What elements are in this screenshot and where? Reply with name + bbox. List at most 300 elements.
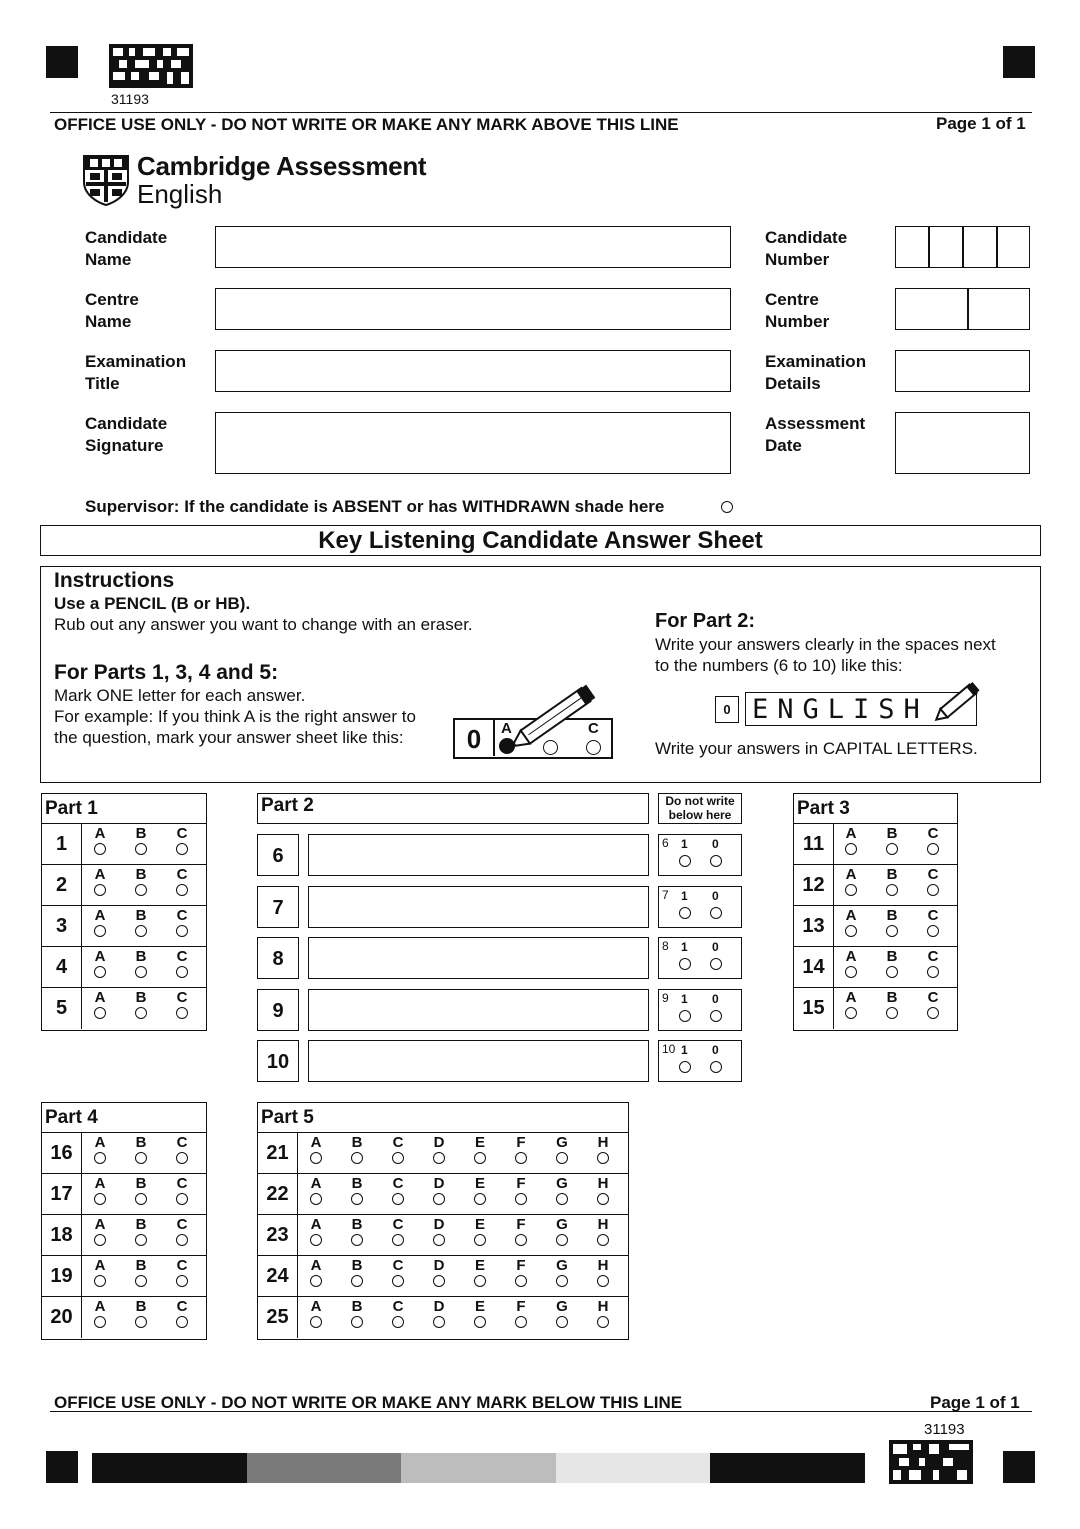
answer-bubble[interactable] xyxy=(433,1193,445,1205)
label-candidate-number: Candidate Number xyxy=(765,228,848,269)
option-f-q23[interactable] xyxy=(511,1217,531,1251)
answer-bubble[interactable] xyxy=(94,884,106,896)
question-number: 15 xyxy=(794,988,834,1029)
option-c-q16[interactable] xyxy=(172,1135,192,1169)
option-c-q22[interactable] xyxy=(388,1176,408,1210)
question-row-18 xyxy=(42,1215,206,1256)
mark-bubble-0[interactable] xyxy=(710,907,722,919)
option-a-q2[interactable] xyxy=(90,867,110,901)
option-letter: C xyxy=(176,1298,188,1315)
centre-name-field[interactable] xyxy=(215,288,731,330)
answer-bubble[interactable] xyxy=(135,925,147,937)
part5-table xyxy=(257,1102,629,1340)
option-letter: C xyxy=(176,1134,188,1151)
option-letter: C xyxy=(392,1257,404,1274)
option-letter: H xyxy=(597,1175,609,1192)
option-a-q16[interactable] xyxy=(90,1135,110,1169)
option-letter: F xyxy=(516,1298,526,1315)
question-number: 24 xyxy=(258,1256,298,1296)
title-bar xyxy=(40,525,1041,556)
digit-divider xyxy=(928,227,930,267)
pencil-icon xyxy=(500,680,610,750)
answer-bubble[interactable] xyxy=(135,1275,147,1287)
answer-bubble[interactable] xyxy=(927,925,939,937)
candidate-name-field[interactable] xyxy=(215,226,731,268)
answer-bubble[interactable] xyxy=(845,925,857,937)
part2-answer-field-9[interactable] xyxy=(308,989,649,1031)
question-number: 12 xyxy=(794,865,834,905)
option-letter: B xyxy=(351,1134,363,1151)
option-a-q22[interactable] xyxy=(306,1176,326,1210)
option-letter: C xyxy=(392,1216,404,1233)
part5-rows xyxy=(258,1133,628,1338)
option-letter: B xyxy=(886,948,898,965)
mark-one-instruction: Mark ONE letter for each answer. xyxy=(54,686,306,705)
option-b-q25[interactable] xyxy=(347,1299,367,1333)
answer-bubble[interactable] xyxy=(515,1152,527,1164)
answer-bubble[interactable] xyxy=(176,1152,188,1164)
option-letter: D xyxy=(433,1298,445,1315)
option-b-q22[interactable] xyxy=(347,1176,367,1210)
option-c-q18[interactable] xyxy=(172,1217,192,1251)
answer-bubble[interactable] xyxy=(176,1007,188,1019)
answer-bubble[interactable] xyxy=(556,1152,568,1164)
part2-answer-field-6[interactable] xyxy=(308,834,649,876)
answer-bubble[interactable] xyxy=(94,966,106,978)
option-b-q3[interactable] xyxy=(131,908,151,942)
part2-answer-field-8[interactable] xyxy=(308,937,649,979)
timing-mark-bottom-left xyxy=(46,1451,78,1483)
answer-bubble[interactable] xyxy=(135,1007,147,1019)
part2-answer-field-7[interactable] xyxy=(308,886,649,928)
option-letter: C xyxy=(176,866,188,883)
answer-bubble[interactable] xyxy=(474,1234,486,1246)
option-a-q13[interactable] xyxy=(841,908,861,942)
answer-bubble[interactable] xyxy=(597,1193,609,1205)
candidate-number-field[interactable] xyxy=(895,226,1030,268)
answer-bubble[interactable] xyxy=(176,966,188,978)
answer-bubble[interactable] xyxy=(515,1193,527,1205)
answer-bubble[interactable] xyxy=(135,1234,147,1246)
answer-bubble[interactable] xyxy=(135,966,147,978)
option-d-q24[interactable] xyxy=(429,1258,449,1292)
option-f-q21[interactable] xyxy=(511,1135,531,1169)
option-a-q23[interactable] xyxy=(306,1217,326,1251)
part2-answer-field-10[interactable] xyxy=(308,1040,649,1082)
option-e-q25[interactable] xyxy=(470,1299,490,1333)
question-row-21 xyxy=(258,1133,628,1174)
option-letter: B xyxy=(886,907,898,924)
option-b-q24[interactable] xyxy=(347,1258,367,1292)
option-letter: C xyxy=(927,989,939,1006)
option-a-q11[interactable] xyxy=(841,826,861,860)
sheet-title: Key Listening Candidate Answer Sheet xyxy=(318,527,763,554)
option-b-q14[interactable] xyxy=(882,949,902,983)
option-letter: C xyxy=(176,825,188,842)
option-letter: A xyxy=(94,825,106,842)
option-d-q22[interactable] xyxy=(429,1176,449,1210)
option-e-q24[interactable] xyxy=(470,1258,490,1292)
answer-bubble[interactable] xyxy=(845,843,857,855)
option-d-q23[interactable] xyxy=(429,1217,449,1251)
answer-bubble[interactable] xyxy=(176,1234,188,1246)
option-a-q4[interactable] xyxy=(90,949,110,983)
mark-question-number: 8 xyxy=(662,939,669,953)
option-g-q21[interactable] xyxy=(552,1135,572,1169)
barcode-bottom xyxy=(889,1440,973,1484)
answer-bubble[interactable] xyxy=(433,1152,445,1164)
answer-bubble[interactable] xyxy=(94,843,106,855)
mark-question-number: 10 xyxy=(662,1042,676,1056)
examination-details-field[interactable] xyxy=(895,350,1030,392)
question-number: 14 xyxy=(794,947,834,987)
part2-line1: Write your answers clearly in the spaces next xyxy=(655,635,996,654)
answer-bubble[interactable] xyxy=(886,925,898,937)
timing-mark-top-right xyxy=(1003,46,1035,78)
mark-bubble-1[interactable] xyxy=(679,1061,691,1073)
option-letter: F xyxy=(516,1175,526,1192)
option-c-q23[interactable] xyxy=(388,1217,408,1251)
cambridge-shield-logo xyxy=(82,154,130,206)
absent-bubble[interactable] xyxy=(721,501,733,513)
option-b-q4[interactable] xyxy=(131,949,151,983)
centre-number-field[interactable] xyxy=(895,288,1030,330)
answer-bubble[interactable] xyxy=(392,1275,404,1287)
answer-bubble[interactable] xyxy=(392,1193,404,1205)
option-f-q24[interactable] xyxy=(511,1258,531,1292)
answer-bubble[interactable] xyxy=(176,843,188,855)
option-letter: C xyxy=(392,1298,404,1315)
option-letter: E xyxy=(474,1216,485,1233)
answer-bubble[interactable] xyxy=(433,1275,445,1287)
answer-bubble[interactable] xyxy=(351,1152,363,1164)
option-c-q20[interactable] xyxy=(172,1299,192,1333)
option-letter: F xyxy=(516,1216,526,1233)
answer-bubble[interactable] xyxy=(927,1007,939,1019)
option-letter: A xyxy=(845,825,857,842)
option-a-q19[interactable] xyxy=(90,1258,110,1292)
option-h-q22[interactable] xyxy=(593,1176,613,1210)
mark-bubble-1[interactable] xyxy=(679,907,691,919)
part3-label: Part 3 xyxy=(794,794,957,824)
option-e-q21[interactable] xyxy=(470,1135,490,1169)
answer-bubble[interactable] xyxy=(94,1007,106,1019)
answer-bubble[interactable] xyxy=(310,1234,322,1246)
answer-bubble[interactable] xyxy=(597,1234,609,1246)
option-g-q25[interactable] xyxy=(552,1299,572,1333)
answer-bubble[interactable] xyxy=(176,925,188,937)
answer-bubble[interactable] xyxy=(597,1152,609,1164)
option-g-q22[interactable] xyxy=(552,1176,572,1210)
question-number: 11 xyxy=(794,824,834,864)
option-a-q5[interactable] xyxy=(90,990,110,1024)
option-a-q12[interactable] xyxy=(841,867,861,901)
option-c-q15[interactable] xyxy=(923,990,943,1024)
option-b-q20[interactable] xyxy=(131,1299,151,1333)
question-row-11 xyxy=(794,824,957,865)
label-examination-details: Examination Details xyxy=(765,352,867,393)
option-letter: C xyxy=(927,907,939,924)
answer-bubble[interactable] xyxy=(310,1193,322,1205)
answer-bubble[interactable] xyxy=(886,966,898,978)
answer-bubble[interactable] xyxy=(886,884,898,896)
option-letter: A xyxy=(310,1298,322,1315)
option-c-q11[interactable] xyxy=(923,826,943,860)
option-letter: F xyxy=(516,1134,526,1151)
option-letter: F xyxy=(516,1257,526,1274)
answer-bubble[interactable] xyxy=(845,884,857,896)
answer-bubble[interactable] xyxy=(515,1316,527,1328)
question-number: 20 xyxy=(42,1297,82,1338)
part2-question-number: 8 xyxy=(257,937,299,979)
mark-bubble-0[interactable] xyxy=(710,1061,722,1073)
option-letter: A xyxy=(94,866,106,883)
answer-bubble[interactable] xyxy=(310,1275,322,1287)
answer-bubble[interactable] xyxy=(474,1193,486,1205)
option-letter: A xyxy=(310,1257,322,1274)
answer-bubble[interactable] xyxy=(556,1316,568,1328)
option-h-q25[interactable] xyxy=(593,1299,613,1333)
part2-label: Part 2 xyxy=(261,795,314,816)
option-h-q21[interactable] xyxy=(593,1135,613,1169)
bottom-line xyxy=(50,1411,1032,1412)
option-letter: G xyxy=(556,1257,568,1274)
answer-bubble[interactable] xyxy=(94,1316,106,1328)
option-c-q12[interactable] xyxy=(923,867,943,901)
option-b-q21[interactable] xyxy=(347,1135,367,1169)
option-e-q23[interactable] xyxy=(470,1217,490,1251)
mark-bubble-1[interactable] xyxy=(679,1010,691,1022)
option-c-q13[interactable] xyxy=(923,908,943,942)
mark-label-0: 0 xyxy=(712,1043,719,1057)
option-b-q12[interactable] xyxy=(882,867,902,901)
mark-bubble-0[interactable] xyxy=(710,958,722,970)
examination-title-field[interactable] xyxy=(215,350,731,392)
option-letter: D xyxy=(433,1216,445,1233)
supervisor-instruction: Supervisor: If the candidate is ABSENT or has WITHDRAWN shade here xyxy=(85,497,665,516)
part3-table xyxy=(793,793,958,1031)
option-d-q21[interactable] xyxy=(429,1135,449,1169)
option-c-q25[interactable] xyxy=(388,1299,408,1333)
mark-question-number: 6 xyxy=(662,836,669,850)
option-b-q13[interactable] xyxy=(882,908,902,942)
answer-bubble[interactable] xyxy=(135,1193,147,1205)
answer-bubble[interactable] xyxy=(135,1152,147,1164)
option-h-q23[interactable] xyxy=(593,1217,613,1251)
calibration-dark-grey xyxy=(247,1453,402,1483)
option-a-q20[interactable] xyxy=(90,1299,110,1333)
option-a-q24[interactable] xyxy=(306,1258,326,1292)
example-line2: the question, mark your answer sheet like this: xyxy=(54,728,404,747)
option-letter: C xyxy=(927,825,939,842)
answer-bubble[interactable] xyxy=(351,1275,363,1287)
part4-table xyxy=(41,1102,207,1340)
question-number: 25 xyxy=(258,1297,298,1338)
question-row-17 xyxy=(42,1174,206,1215)
option-a-q14[interactable] xyxy=(841,949,861,983)
answer-bubble[interactable] xyxy=(176,1275,188,1287)
option-b-q16[interactable] xyxy=(131,1135,151,1169)
option-a-q25[interactable] xyxy=(306,1299,326,1333)
examiner-mark-box-6 xyxy=(658,834,742,876)
answer-bubble[interactable] xyxy=(474,1316,486,1328)
answer-bubble[interactable] xyxy=(94,925,106,937)
part4-label: Part 4 xyxy=(42,1103,206,1133)
answer-bubble[interactable] xyxy=(556,1234,568,1246)
answer-bubble[interactable] xyxy=(94,1234,106,1246)
answer-bubble[interactable] xyxy=(135,843,147,855)
option-c-q14[interactable] xyxy=(923,949,943,983)
option-b-q15[interactable] xyxy=(882,990,902,1024)
option-letter: B xyxy=(135,907,147,924)
option-letter: C xyxy=(176,948,188,965)
answer-bubble[interactable] xyxy=(927,843,939,855)
answer-bubble[interactable] xyxy=(515,1234,527,1246)
option-letter: D xyxy=(433,1175,445,1192)
option-letter: A xyxy=(310,1216,322,1233)
option-h-q24[interactable] xyxy=(593,1258,613,1292)
mark-label-0: 0 xyxy=(712,991,719,1006)
answer-bubble[interactable] xyxy=(392,1234,404,1246)
answer-bubble[interactable] xyxy=(94,1275,106,1287)
mark-bubble-0[interactable] xyxy=(710,1010,722,1022)
answer-bubble[interactable] xyxy=(474,1275,486,1287)
office-use-bottom: OFFICE USE ONLY - DO NOT WRITE OR MAKE ANY MARK BELOW THIS LINE xyxy=(54,1393,683,1412)
option-g-q24[interactable] xyxy=(552,1258,572,1292)
part2-line2: to the numbers (6 to 10) like this: xyxy=(655,656,903,675)
answer-bubble[interactable] xyxy=(845,966,857,978)
calibration-light-grey xyxy=(401,1453,556,1483)
answer-bubble[interactable] xyxy=(176,1193,188,1205)
logo-text-line2: English xyxy=(137,179,223,209)
option-letter: B xyxy=(135,989,147,1006)
question-number: 2 xyxy=(42,865,82,905)
answer-bubble[interactable] xyxy=(392,1152,404,1164)
option-a-q18[interactable] xyxy=(90,1217,110,1251)
answer-bubble[interactable] xyxy=(310,1316,322,1328)
mark-bubble-1[interactable] xyxy=(679,855,691,867)
answer-bubble[interactable] xyxy=(433,1316,445,1328)
option-d-q25[interactable] xyxy=(429,1299,449,1333)
option-b-q19[interactable] xyxy=(131,1258,151,1292)
option-c-q24[interactable] xyxy=(388,1258,408,1292)
option-b-q1[interactable] xyxy=(131,826,151,860)
option-letter: H xyxy=(597,1134,609,1151)
option-letter: D xyxy=(433,1134,445,1151)
answer-bubble[interactable] xyxy=(392,1316,404,1328)
option-letter: B xyxy=(135,1298,147,1315)
option-c-q17[interactable] xyxy=(172,1176,192,1210)
option-letter: A xyxy=(94,1257,106,1274)
option-f-q22[interactable] xyxy=(511,1176,531,1210)
answer-bubble[interactable] xyxy=(351,1316,363,1328)
answer-bubble[interactable] xyxy=(433,1234,445,1246)
answer-bubble[interactable] xyxy=(515,1275,527,1287)
option-c-q5[interactable] xyxy=(172,990,192,1024)
candidate-signature-field[interactable] xyxy=(215,412,731,474)
answer-bubble[interactable] xyxy=(176,1316,188,1328)
option-c-q2[interactable] xyxy=(172,867,192,901)
answer-bubble[interactable] xyxy=(474,1152,486,1164)
option-a-q21[interactable] xyxy=(306,1135,326,1169)
answer-bubble[interactable] xyxy=(135,1316,147,1328)
answer-bubble[interactable] xyxy=(135,884,147,896)
label-centre-number: Centre Number xyxy=(765,290,830,331)
option-b-q5[interactable] xyxy=(131,990,151,1024)
option-e-q22[interactable] xyxy=(470,1176,490,1210)
answer-bubble[interactable] xyxy=(886,843,898,855)
question-row-3 xyxy=(42,906,206,947)
answer-bubble[interactable] xyxy=(927,966,939,978)
mark-bubble-1[interactable] xyxy=(679,958,691,970)
calibration-black-2 xyxy=(710,1453,865,1483)
option-c-q4[interactable] xyxy=(172,949,192,983)
answer-bubble[interactable] xyxy=(927,884,939,896)
option-b-q18[interactable] xyxy=(131,1217,151,1251)
option-a-q1[interactable] xyxy=(90,826,110,860)
answer-bubble[interactable] xyxy=(556,1193,568,1205)
part3-rows xyxy=(794,824,957,1029)
mark-bubble-0[interactable] xyxy=(710,855,722,867)
option-f-q25[interactable] xyxy=(511,1299,531,1333)
option-letter: B xyxy=(351,1216,363,1233)
question-row-22 xyxy=(258,1174,628,1215)
option-letter: C xyxy=(927,948,939,965)
option-b-q17[interactable] xyxy=(131,1176,151,1210)
mark-label-1: 1 xyxy=(681,940,688,954)
assessment-date-field[interactable] xyxy=(895,412,1030,474)
option-g-q23[interactable] xyxy=(552,1217,572,1251)
answer-bubble[interactable] xyxy=(845,1007,857,1019)
option-a-q17[interactable] xyxy=(90,1176,110,1210)
digit-divider xyxy=(962,227,964,267)
answer-bubble[interactable] xyxy=(351,1234,363,1246)
option-a-q15[interactable] xyxy=(841,990,861,1024)
option-letter: B xyxy=(351,1257,363,1274)
answer-bubble[interactable] xyxy=(94,1152,106,1164)
question-row-12 xyxy=(794,865,957,906)
part2-question-number: 7 xyxy=(257,886,299,928)
answer-bubble[interactable] xyxy=(597,1316,609,1328)
calibration-black xyxy=(92,1453,247,1483)
question-row-19 xyxy=(42,1256,206,1297)
question-number: 19 xyxy=(42,1256,82,1296)
answer-bubble[interactable] xyxy=(310,1152,322,1164)
digit-divider xyxy=(967,289,969,329)
option-c-q1[interactable] xyxy=(172,826,192,860)
example-option-c: C xyxy=(588,720,599,737)
option-a-q3[interactable] xyxy=(90,908,110,942)
option-letter: D xyxy=(433,1257,445,1274)
option-b-q2[interactable] xyxy=(131,867,151,901)
answer-bubble[interactable] xyxy=(886,1007,898,1019)
calibration-strip xyxy=(92,1453,865,1483)
page-number-top: Page 1 of 1 xyxy=(936,114,1026,133)
top-line xyxy=(50,112,1032,113)
option-c-q21[interactable] xyxy=(388,1135,408,1169)
option-b-q23[interactable] xyxy=(347,1217,367,1251)
answer-bubble[interactable] xyxy=(176,884,188,896)
answer-bubble[interactable] xyxy=(351,1193,363,1205)
answer-bubble[interactable] xyxy=(597,1275,609,1287)
answer-bubble[interactable] xyxy=(556,1275,568,1287)
option-letter: A xyxy=(845,989,857,1006)
answer-bubble[interactable] xyxy=(94,1193,106,1205)
instructions-heading: Instructions xyxy=(54,569,175,592)
option-b-q11[interactable] xyxy=(882,826,902,860)
option-c-q3[interactable] xyxy=(172,908,192,942)
option-c-q19[interactable] xyxy=(172,1258,192,1292)
